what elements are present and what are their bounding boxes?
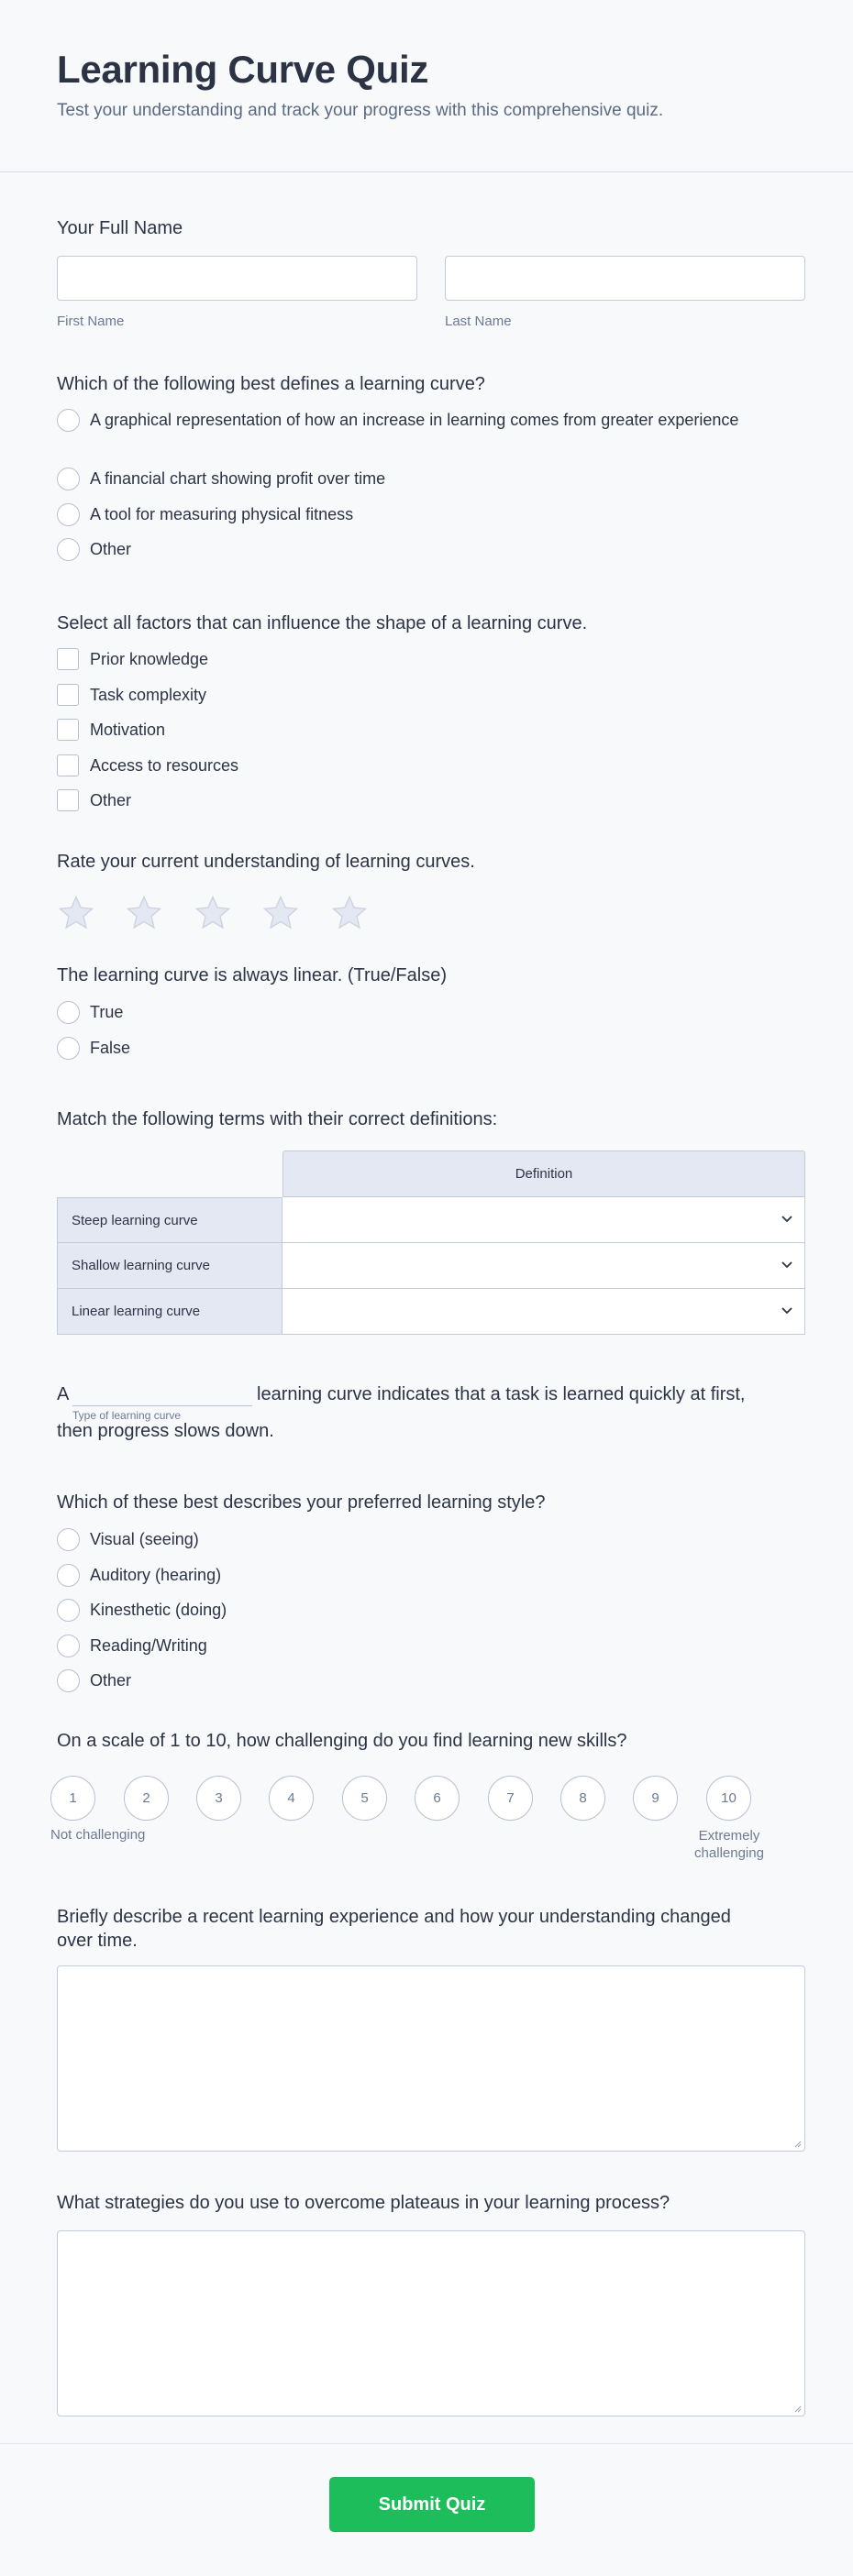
q2-option[interactable] (57, 790, 131, 811)
radio-button[interactable] (57, 1001, 80, 1024)
q4-option-label: False (90, 1039, 131, 1057)
checkbox[interactable] (57, 754, 79, 776)
page-title: Learning Curve Quiz (57, 48, 429, 91)
q6-line2: then progress slows down. (57, 1421, 274, 1441)
q7-option[interactable] (57, 1565, 221, 1587)
checkbox[interactable] (57, 719, 79, 741)
chevron-down-icon (781, 1215, 793, 1224)
q3-section (57, 850, 805, 937)
q5-label: Match the following terms with their correct definitions: (57, 1109, 498, 1129)
q2-option[interactable] (57, 720, 165, 741)
matrix-row (57, 1289, 805, 1335)
q7-section (57, 1491, 805, 1690)
radio-button[interactable] (57, 409, 80, 432)
q6-prefix: A (57, 1384, 70, 1404)
q7-option-label: Reading/Writing (90, 1636, 207, 1655)
definition-select[interactable] (282, 1289, 805, 1335)
q8-label: On a scale of 1 to 10, how challenging do you find learning new skills? (57, 1731, 627, 1751)
first-name-input[interactable] (57, 256, 417, 301)
last-name-sublabel: Last Name (445, 314, 512, 329)
checkbox[interactable] (57, 648, 79, 670)
q2-option-label: Other (90, 791, 132, 809)
page-subtitle: Test your understanding and track your progress with this comprehensive quiz. (57, 101, 664, 120)
q1-option[interactable] (57, 468, 385, 490)
definition-select[interactable] (282, 1197, 805, 1243)
strategies-textarea[interactable] (57, 2230, 805, 2416)
blank-sublabel: Type of learning curve (72, 1409, 182, 1422)
q1-option-label: A graphical representation of how an increase in learning comes from greater experience (90, 411, 739, 429)
q2-option-label: Task complexity (90, 686, 207, 704)
q8-section (57, 1729, 805, 1753)
q7-option-label: Visual (seeing) (90, 1530, 199, 1548)
name-label: Your Full Name (57, 218, 183, 238)
scale-option[interactable]: 7 (488, 1776, 533, 1821)
rating-scale (0, 1776, 853, 1861)
q9-label-line1: Briefly describe a recent learning experience and how your understanding changed (57, 1907, 731, 1927)
chevron-down-icon (781, 1306, 793, 1316)
checkbox[interactable] (57, 684, 79, 706)
scale-option[interactable]: 5 (342, 1776, 387, 1821)
star-icon[interactable] (57, 894, 95, 932)
submit-quiz-button[interactable]: Submit Quiz (329, 2477, 535, 2532)
q1-option-label: A tool for measuring physical fitness (90, 505, 354, 523)
q2-option[interactable] (57, 649, 208, 670)
scale-option[interactable]: 6 (415, 1776, 460, 1821)
q4-option[interactable] (57, 1002, 123, 1024)
scale-high-label-line1: Extremely (698, 1828, 760, 1844)
matrix-column-header: Definition (282, 1150, 805, 1197)
q1-option-label: A financial chart showing profit over time (90, 469, 386, 488)
q4-label: The learning curve is always linear. (True/False) (57, 965, 447, 985)
scale-option[interactable]: 4 (269, 1776, 314, 1821)
first-name-sublabel: First Name (57, 314, 125, 329)
name-section (57, 216, 805, 329)
radio-button[interactable] (57, 538, 80, 561)
q3-label: Rate your current understanding of learning curves. (57, 852, 475, 872)
q7-option-label: Other (90, 1671, 132, 1690)
resize-handle-icon[interactable] (792, 2139, 802, 2148)
q9-label-line2: over time. (57, 1931, 138, 1951)
q7-option[interactable] (57, 1635, 207, 1657)
definition-select[interactable] (282, 1243, 805, 1289)
q4-option-label: True (90, 1003, 124, 1021)
matrix-row (57, 1197, 805, 1243)
form-header (0, 0, 853, 172)
last-name-input[interactable] (445, 256, 805, 301)
learning-experience-textarea[interactable] (57, 1965, 805, 2152)
match-matrix (57, 1150, 805, 1335)
chevron-down-icon (781, 1260, 793, 1270)
q1-option[interactable] (57, 410, 769, 432)
radio-button[interactable] (57, 1564, 80, 1587)
q2-option-label: Prior knowledge (90, 650, 209, 668)
q2-option[interactable] (57, 685, 206, 706)
scale-high-label-line2: challenging (694, 1845, 764, 1861)
scale-low-label: Not challenging (50, 1827, 146, 1843)
form-footer (0, 2443, 853, 2576)
star-rating (57, 894, 805, 937)
q10-label: What strategies do you use to overcome plateaus in your learning process? (57, 2193, 670, 2213)
star-icon[interactable] (194, 894, 232, 932)
q7-option[interactable] (57, 1670, 131, 1692)
q4-section (57, 963, 805, 1057)
q10-section (57, 2191, 805, 2215)
q6-suffix: learning curve indicates that a task is learned quickly at first, (257, 1384, 746, 1404)
scale-option[interactable]: 9 (633, 1776, 678, 1821)
matrix-row-label: Steep learning curve (57, 1197, 282, 1243)
q7-option-label: Auditory (hearing) (90, 1566, 222, 1584)
matrix-row-label: Shallow learning curve (57, 1243, 282, 1289)
radio-button[interactable] (57, 1635, 80, 1657)
radio-button[interactable] (57, 1037, 80, 1060)
q1-option[interactable] (57, 504, 353, 526)
radio-button[interactable] (57, 468, 80, 490)
q2-option-label: Motivation (90, 721, 166, 739)
q1-label: Which of the following best defines a learning curve? (57, 374, 485, 394)
q1-option[interactable] (57, 539, 131, 561)
star-icon[interactable] (125, 894, 163, 932)
radio-button[interactable] (57, 503, 80, 526)
q6-section (57, 1382, 805, 1443)
radio-button[interactable] (57, 1599, 80, 1622)
q7-option[interactable] (57, 1600, 227, 1622)
q7-label: Which of these best describes your preferred learning style? (57, 1492, 546, 1513)
star-icon[interactable] (330, 894, 369, 932)
matrix-row (57, 1243, 805, 1289)
q2-label: Select all factors that can influence the shape of a learning curve. (57, 613, 588, 633)
checkbox[interactable] (57, 789, 79, 811)
resize-handle-icon[interactable] (792, 2404, 802, 2413)
form-body (0, 172, 853, 2576)
radio-button[interactable] (57, 1528, 80, 1551)
scale-option[interactable]: 1 (50, 1776, 95, 1821)
scale-high-label (674, 1827, 784, 1862)
q2-section (57, 611, 805, 809)
scale-option[interactable]: 8 (560, 1776, 605, 1821)
radio-button[interactable] (57, 1669, 80, 1692)
scale-option[interactable]: 3 (196, 1776, 241, 1821)
scale-option[interactable]: 10 (706, 1776, 751, 1821)
q1-option-label: Other (90, 540, 132, 558)
q4-option[interactable] (57, 1038, 130, 1060)
q7-option-label: Kinesthetic (doing) (90, 1601, 227, 1619)
scale-option[interactable]: 2 (124, 1776, 169, 1821)
q2-option-label: Access to resources (90, 756, 239, 775)
q9-section (57, 1905, 805, 1953)
q2-option[interactable] (57, 755, 238, 776)
matrix-row-label: Linear learning curve (57, 1289, 282, 1335)
q7-option[interactable] (57, 1529, 199, 1551)
q1-section (57, 372, 805, 558)
star-icon[interactable] (261, 894, 300, 932)
q5-section (57, 1107, 805, 1131)
learning-curve-type-input[interactable] (72, 1382, 252, 1406)
